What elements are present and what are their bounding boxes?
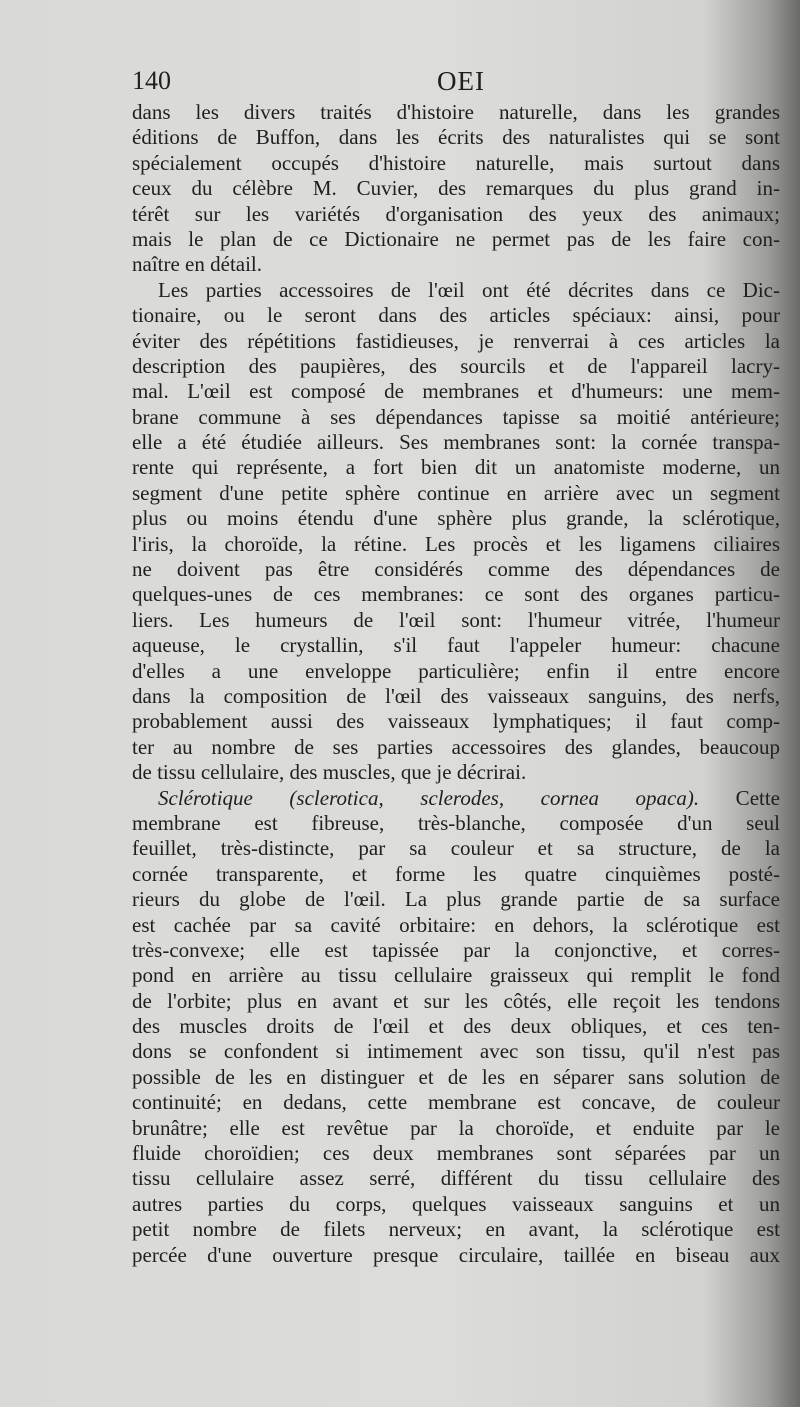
text-line — [132, 760, 780, 785]
text-line — [132, 938, 780, 963]
text-line — [132, 1192, 780, 1217]
text-line — [132, 278, 780, 303]
text-line — [132, 481, 780, 506]
line-text: elle a été étudiée ailleurs. Ses membranes sont: la cornée transpa- — [132, 430, 780, 455]
line-text: brunâtre; elle est revêtue par la choroïde, et enduite par le — [132, 1115, 780, 1140]
text-line — [132, 1243, 780, 1268]
text-line — [132, 430, 780, 455]
line-text: plus ou moins étendu d'une sphère plus grande, la sclérotique, — [132, 506, 780, 531]
text-line — [132, 557, 780, 582]
line-text: de tissu cellulaire, des muscles, que je décrirai. — [132, 760, 527, 785]
line-text: tionaire, ou le seront dans des articles spéciaux: ainsi, pour — [132, 303, 780, 328]
line-text: continuité; en dedans, cette membrane est concave, de couleur — [132, 1090, 780, 1115]
line-text: membrane est fibreuse, très-blanche, composée d'un seul — [132, 810, 780, 835]
text-line — [132, 633, 780, 658]
line-text: dans la composition de l'œil des vaisseaux sanguins, des nerfs, — [132, 683, 780, 708]
line-text: des muscles droits de l'œil et des deux obliques, et ces ten- — [132, 1014, 780, 1039]
line-text: ceux du célèbre M. Cuvier, des remarques du plus grand in- — [132, 176, 780, 201]
line-text: pond en arrière au tissu cellulaire graisseux qui remplit le fond — [132, 963, 780, 988]
text-line — [132, 963, 780, 988]
text-line — [132, 1065, 780, 1090]
text-line — [132, 176, 780, 201]
text-line — [132, 684, 780, 709]
line-text: probablement aussi des vaisseaux lymphatiques; il faut comp- — [132, 709, 780, 734]
running-head: OEI — [437, 66, 485, 96]
text-line — [132, 379, 780, 404]
line-text: dons se confondent si intimement avec son tissu, qu'il n'est pas — [132, 1039, 780, 1064]
line-text: tissu cellulaire assez serré, différent du tissu cellulaire des — [132, 1166, 780, 1191]
page-number: 140 — [132, 66, 171, 95]
text-line — [132, 811, 780, 836]
text-line — [132, 506, 780, 531]
text-line — [132, 836, 780, 861]
text-line — [132, 252, 780, 277]
text-line — [132, 1014, 780, 1039]
text-line — [132, 1090, 780, 1115]
text-line — [132, 455, 780, 480]
body-text — [132, 100, 780, 1268]
line-text: l'iris, la choroïde, la rétine. Les procès et les ligamens ciliaires — [132, 531, 780, 556]
text-line — [132, 989, 780, 1014]
line-text: mal. L'œil est composé de membranes et d'humeurs: une mem- — [132, 379, 780, 404]
line-text: ne doivent pas être considérés comme des dépendances de — [132, 557, 780, 582]
text-line — [132, 887, 780, 912]
text-line — [132, 1166, 780, 1191]
text-line — [132, 709, 780, 734]
line-text: liers. Les humeurs de l'œil sont: l'humeur vitrée, l'humeur — [132, 607, 780, 632]
line-text: brane commune à ses dépendances tapisse sa moitié antérieure; — [132, 404, 780, 429]
line-text: est cachée par sa cavité orbitaire: en dehors, la sclérotique est — [132, 912, 780, 937]
text-line — [132, 608, 780, 633]
text-line — [132, 659, 780, 684]
text-line — [132, 303, 780, 328]
line-text: Cette — [699, 785, 780, 810]
text-line — [132, 532, 780, 557]
line-text: segment d'une petite sphère continue en arrière avec un segment — [132, 480, 780, 505]
line-text: de l'orbite; plus en avant et sur les côtés, elle reçoit les tendons — [132, 988, 780, 1013]
text-line — [132, 862, 780, 887]
text-line — [132, 913, 780, 938]
text-line — [132, 329, 780, 354]
text-line — [132, 582, 780, 607]
text-line — [132, 125, 780, 150]
line-text: possible de les en distinguer et de les en séparer sans solution de — [132, 1064, 780, 1089]
line-text: fluide choroïdien; ces deux membranes sont séparées par un — [132, 1141, 780, 1166]
text-line — [132, 151, 780, 176]
line-text: naître en détail. — [132, 252, 263, 277]
line-text: cornée transparente, et forme les quatre cinquièmes posté- — [132, 861, 780, 886]
line-text: térêt sur les variétés d'organisation des yeux des animaux; — [132, 201, 780, 226]
line-text: rente qui représente, a fort bien dit un anatomiste moderne, un — [132, 455, 780, 480]
text-line — [132, 1217, 780, 1242]
text-line — [132, 227, 780, 252]
line-text: aqueuse, le crystallin, s'il faut l'appeler humeur: chacune — [132, 633, 780, 658]
line-text: éviter des répétitions fastidieuses, je renverrai à ces articles la — [132, 328, 780, 353]
text-line — [132, 354, 780, 379]
line-text: éditions de Buffon, dans les écrits des naturalistes qui se sont — [132, 125, 780, 150]
section-term: Sclérotique (sclerotica, sclerodes, cornea opaca). — [158, 785, 700, 810]
line-text: rieurs du globe de l'œil. La plus grande partie de sa surface — [132, 887, 780, 912]
text-line — [132, 1116, 780, 1141]
line-text: mais le plan de ce Dictionaire ne permet pas de les faire con- — [132, 226, 780, 251]
line-text: dans les divers traités d'histoire naturelle, dans les grandes — [132, 100, 780, 124]
line-text: description des paupières, des sourcils et de l'appareil lacry- — [132, 353, 780, 378]
line-text: percée d'une ouverture presque circulaire, taillée en biseau aux — [132, 1242, 780, 1267]
text-line — [132, 405, 780, 430]
line-text: Les parties accessoires de l'œil ont été décrites dans ce Dic- — [158, 277, 780, 302]
line-text: ter au nombre de ses parties accessoires des glandes, beaucoup — [132, 734, 780, 759]
line-text: feuillet, très-distincte, par sa couleur et sa structure, de la — [132, 836, 780, 861]
line-text: autres parties du corps, quelques vaisseaux sanguins et un — [132, 1191, 780, 1216]
text-line — [132, 735, 780, 760]
line-text: quelques-unes de ces membranes: ce sont des organes particu- — [132, 582, 780, 607]
line-text: d'elles a une enveloppe particulière; enfin il entre encore — [132, 658, 780, 683]
text-line — [132, 1039, 780, 1064]
text-line — [132, 202, 780, 227]
text-line — [132, 100, 780, 125]
line-text: spécialement occupés d'histoire naturelle, mais surtout dans — [132, 150, 780, 175]
text-line — [132, 786, 780, 811]
text-line — [132, 1141, 780, 1166]
line-text: petit nombre de filets nerveux; en avant, la sclérotique est — [132, 1217, 780, 1242]
line-text: très-convexe; elle est tapissée par la conjonctive, et corres- — [132, 937, 780, 962]
